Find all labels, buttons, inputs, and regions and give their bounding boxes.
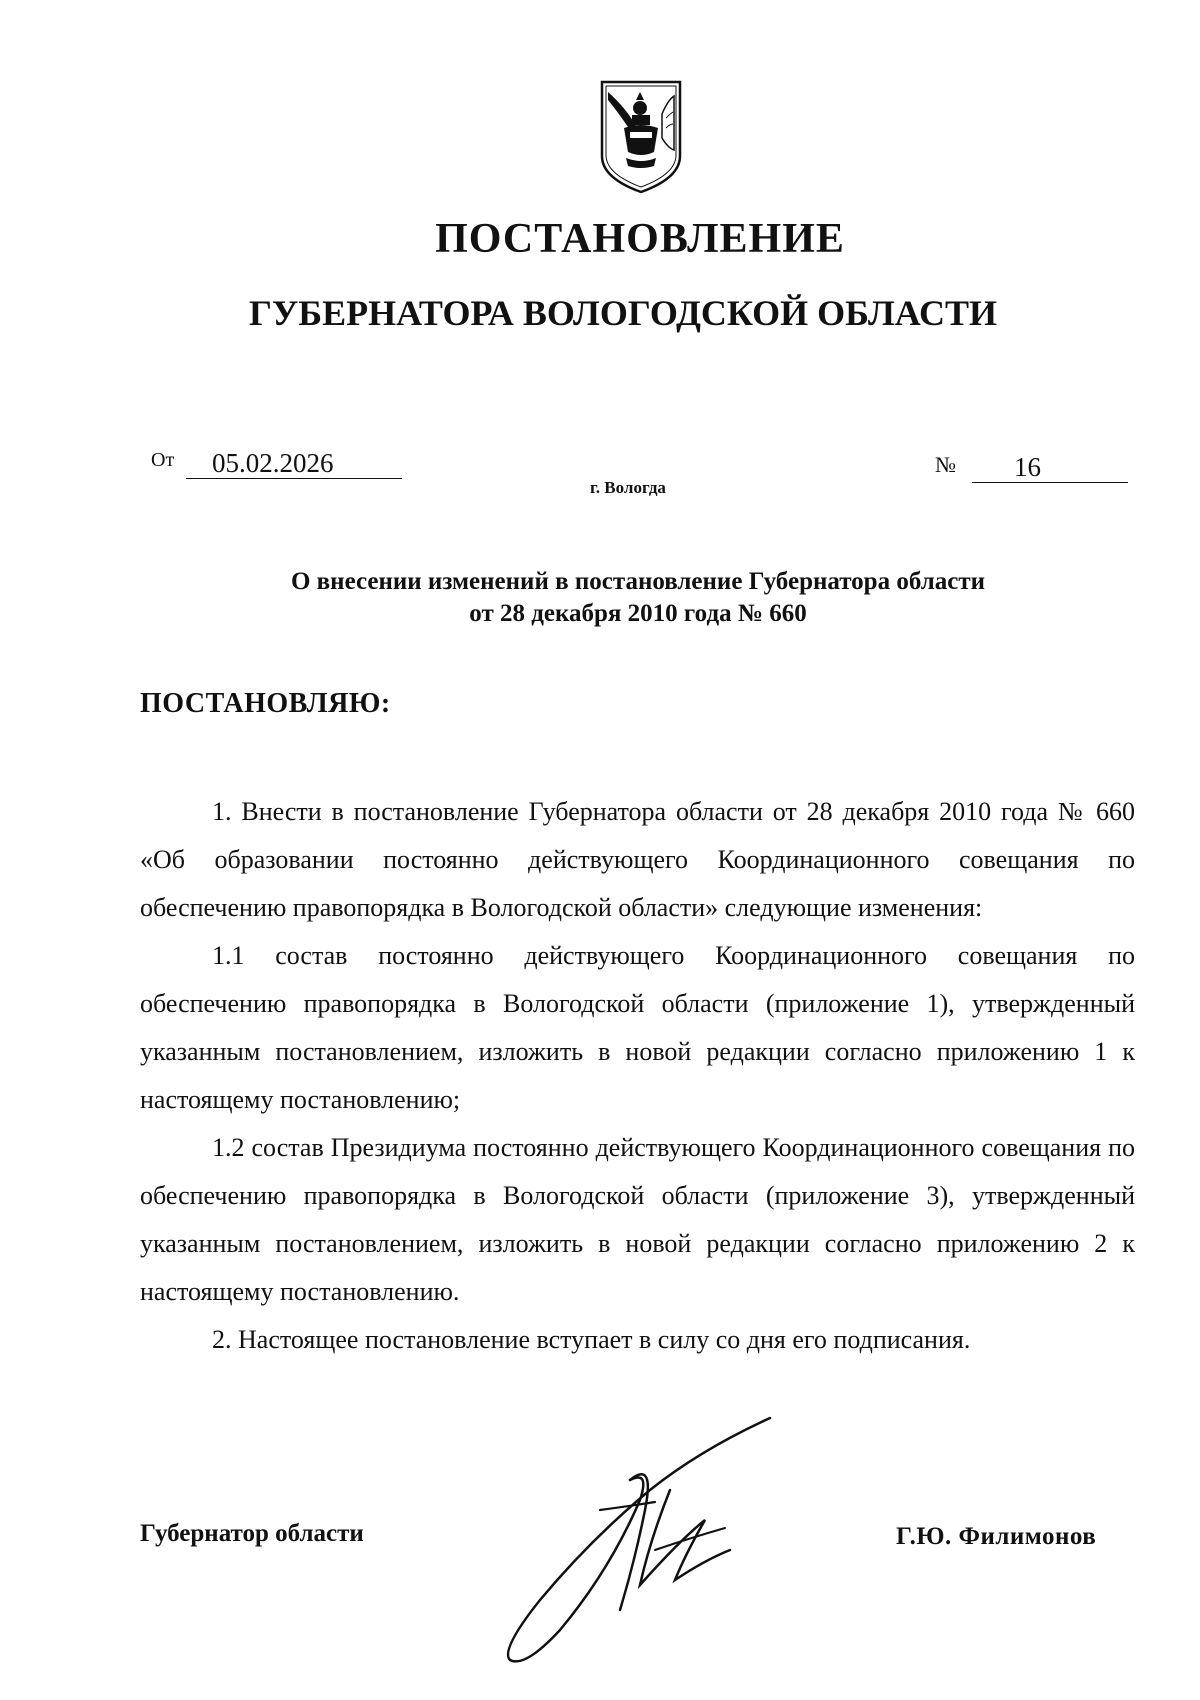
date-label: От [151, 449, 175, 471]
number-label: № [935, 452, 956, 477]
paragraph-2: 2. Настоящее постановление вступает в силу со дня его подписания. [212, 1325, 971, 1354]
paragraph-1-1: 1.1 состав постоянно действующего Координационного совещания по обеспечению правопорядка в Вологодской области (приложение 1), утвержденный указанным постановлением, изложить в новой редакции согласно приложению 1 к настоящему постановлению; [140, 941, 1135, 1114]
coat-of-arms-icon [596, 78, 686, 196]
document-body [140, 788, 1135, 1364]
signer-position: Губернатор области [140, 1520, 364, 1547]
subject-line-2: от 28 декабря 2010 года № 660 [469, 600, 807, 627]
document-subject [0, 566, 1200, 630]
decree-heading: ПОСТАНОВЛЯЮ: [140, 688, 391, 719]
paragraph-1-2: 1.2 состав Президиума постоянно действующего Координационного совещания по обеспечению правопорядка в Вологодской области (приложение 3), утвержденный указанным постановлением, изложить в новой редакции согласно приложению 2 к настоящему постановлению. [140, 1133, 1135, 1306]
signer-name: Г.Ю. Филимонов [896, 1523, 1097, 1550]
paragraph-1: 1. Внести в постановление Губернатора области от 28 декабря 2010 года № 660 «Об образовании постоянно действующего Координационного совещания по обеспечению правопорядка в Вологодской области» следующие изменения: [140, 797, 1135, 922]
city-label: г. Вологда [590, 478, 666, 497]
document-date: 05.02.2026 [186, 448, 402, 479]
document-type-title: ПОСТАНОВЛЕНИЕ [435, 216, 845, 262]
signature-icon [480, 1410, 830, 1670]
document-number: 16 [972, 452, 1128, 483]
subject-line-1: О внесении изменений в постановление Губернатора области [290, 568, 986, 595]
issuer-title: ГУБЕРНАТОРА ВОЛОГОДСКОЙ ОБЛАСТИ [248, 293, 998, 333]
